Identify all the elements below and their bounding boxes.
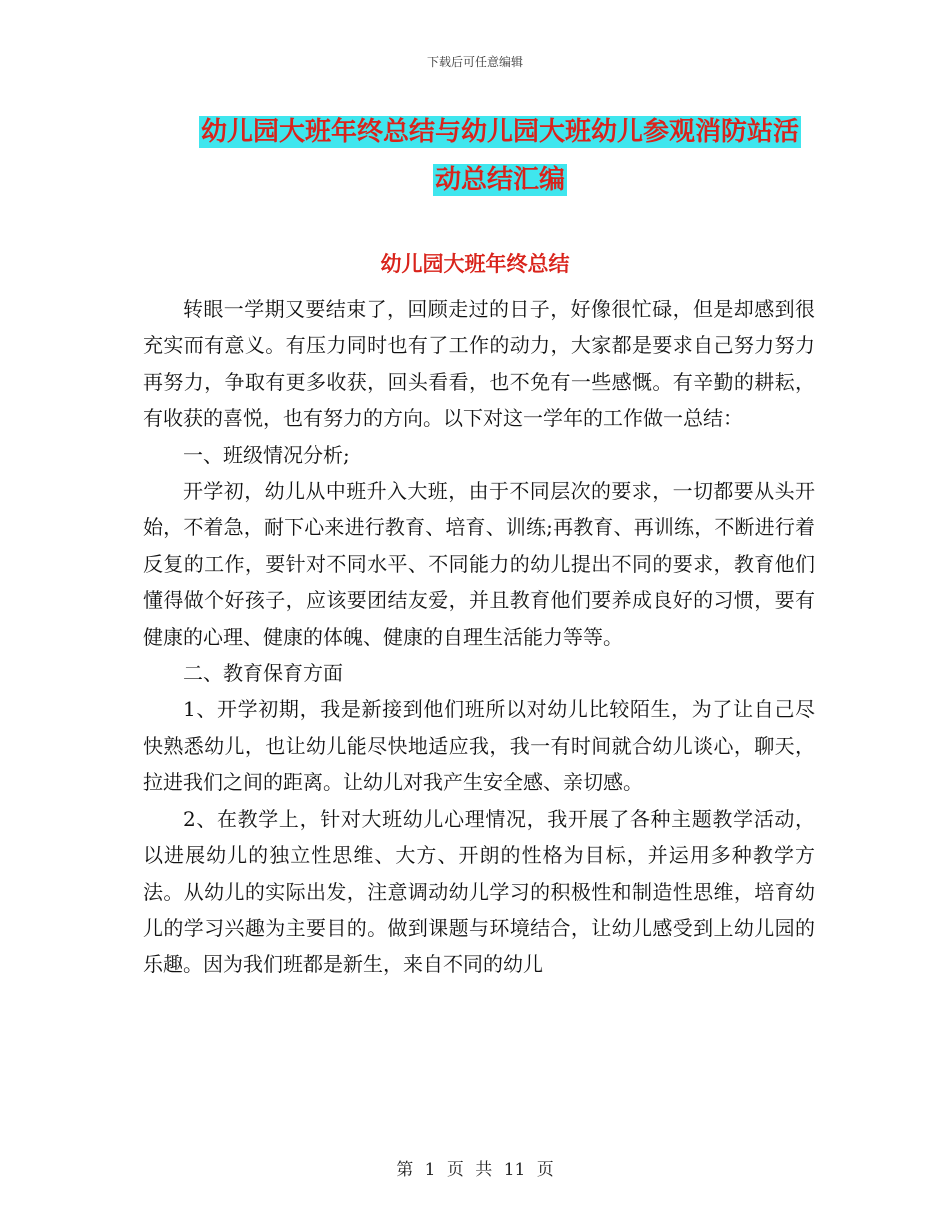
body-text	[143, 291, 815, 983]
paragraph-heading-education: 二、教育保育方面	[183, 661, 343, 686]
section-title: 幼儿园大班年终总结	[380, 252, 570, 276]
paragraph-education-item-2: 2、在教学上，针对大班幼儿心理情况，我开展了各种主题教学活动，以进展幼儿的独立性思维、大方、开朗的性格为目标，并运用多种教学方法。从幼儿的实际出发，注意调动幼儿学习的积极性和制造性思维，培育幼儿的学习兴趣为主要目的。做到课题与环境结合，让幼儿感受到上幼儿园的乐趣。因为我们班都是新生，来自不同的幼儿	[143, 806, 815, 977]
paragraph-class-analysis: 开学初，幼儿从中班升入大班，由于不同层次的要求，一切都要从头开始，不着急，耐下心来进行教育、培育、训练;再教育、再训练，不断进行着反复的工作，要针对不同水平、不同能力的幼儿提出不同的要求，教育他们懂得做个好孩子，应该要团结友爱，并且教育他们要养成良好的习惯，要有健康的心理、健康的体魄、健康的自理生活能力等等。	[143, 479, 815, 649]
paragraph-heading-class-analysis: 一、班级情况分析;	[183, 442, 350, 467]
paragraph-intro: 转眼一学期又要结束了，回顾走过的日子，好像很忙碌，但是却感到很充实而有意义。有压力同时也有了工作的动力，大家都是要求自己努力努力再努力，争取有更多收获，回头看看，也不免有一些感慨。有辛勤的耕耘，有收获的喜悦，也有努力的方向。以下对这一学年的工作做一总结：	[143, 297, 815, 431]
document-title	[160, 108, 840, 204]
paragraph-education-item-1: 1、开学初期，我是新接到他们班所以对幼儿比较陌生，为了让自己尽快熟悉幼儿，也让幼儿能尽快地适应我，我一有时间就合幼儿谈心，聊天，拉进我们之间的距离。让幼儿对我产生安全感、亲切感。	[143, 697, 815, 795]
document-title-line-2: 动总结汇编	[434, 165, 565, 195]
page-footer: 第 1 页 共 11 页	[396, 1160, 554, 1180]
document-title-line-1: 幼儿园大班年终总结与幼儿园大班幼儿参观消防站活	[200, 117, 799, 147]
header-note: 下载后可任意编辑	[426, 55, 523, 69]
